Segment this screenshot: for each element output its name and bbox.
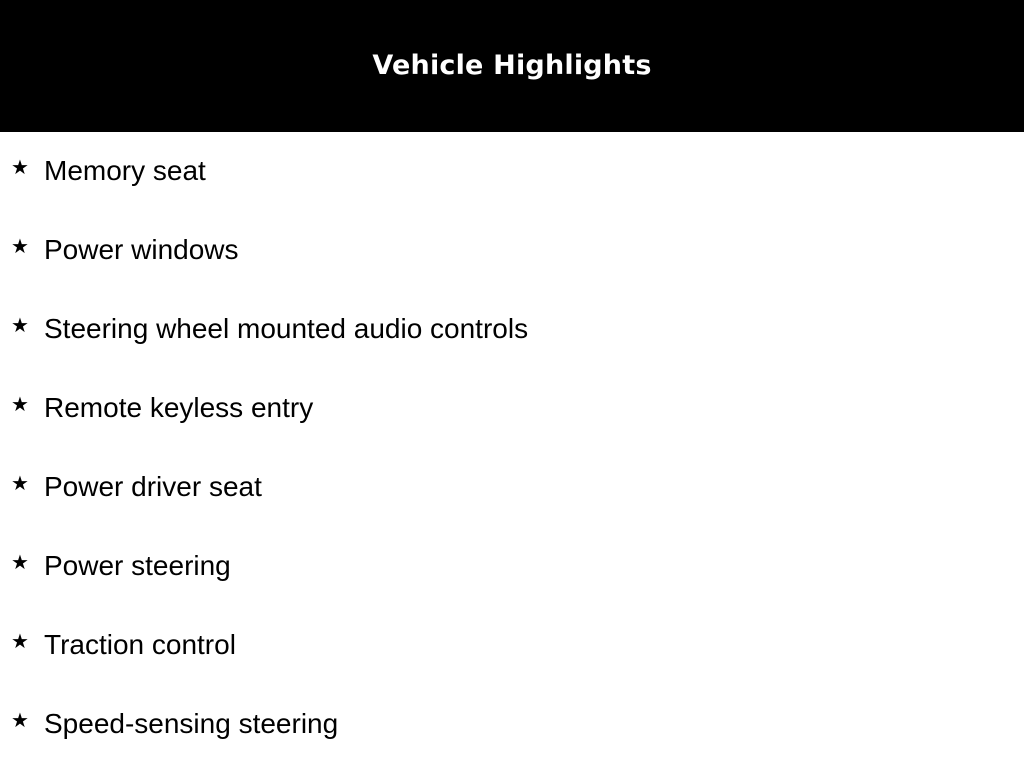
star-icon: ★ xyxy=(11,629,29,653)
star-icon: ★ xyxy=(11,550,29,574)
list-item-label: Speed-sensing steering xyxy=(44,708,339,739)
star-icon: ★ xyxy=(11,234,29,258)
list-item xyxy=(0,369,1024,448)
star-icon: ★ xyxy=(11,155,29,179)
header-bar xyxy=(0,0,1024,132)
page-title: Vehicle Highlights xyxy=(372,49,652,81)
star-icon: ★ xyxy=(11,313,29,337)
list-item-label: Steering wheel mounted audio controls xyxy=(44,313,529,344)
star-icon: ★ xyxy=(11,392,29,416)
list-item xyxy=(0,448,1024,527)
list-item-label: Power driver seat xyxy=(44,471,262,502)
list-item-label: Power steering xyxy=(44,550,231,581)
list-item xyxy=(0,211,1024,290)
list-item xyxy=(0,685,1024,764)
highlights-list xyxy=(0,132,1024,764)
list-item xyxy=(0,606,1024,685)
list-item xyxy=(0,527,1024,606)
star-icon: ★ xyxy=(11,471,29,495)
list-item xyxy=(0,132,1024,211)
list-item-label: Memory seat xyxy=(44,155,206,186)
list-item-label: Power windows xyxy=(44,234,239,265)
list-item xyxy=(0,290,1024,369)
list-item-label: Traction control xyxy=(44,629,236,660)
star-icon: ★ xyxy=(11,708,29,732)
list-item-label: Remote keyless entry xyxy=(44,392,314,423)
